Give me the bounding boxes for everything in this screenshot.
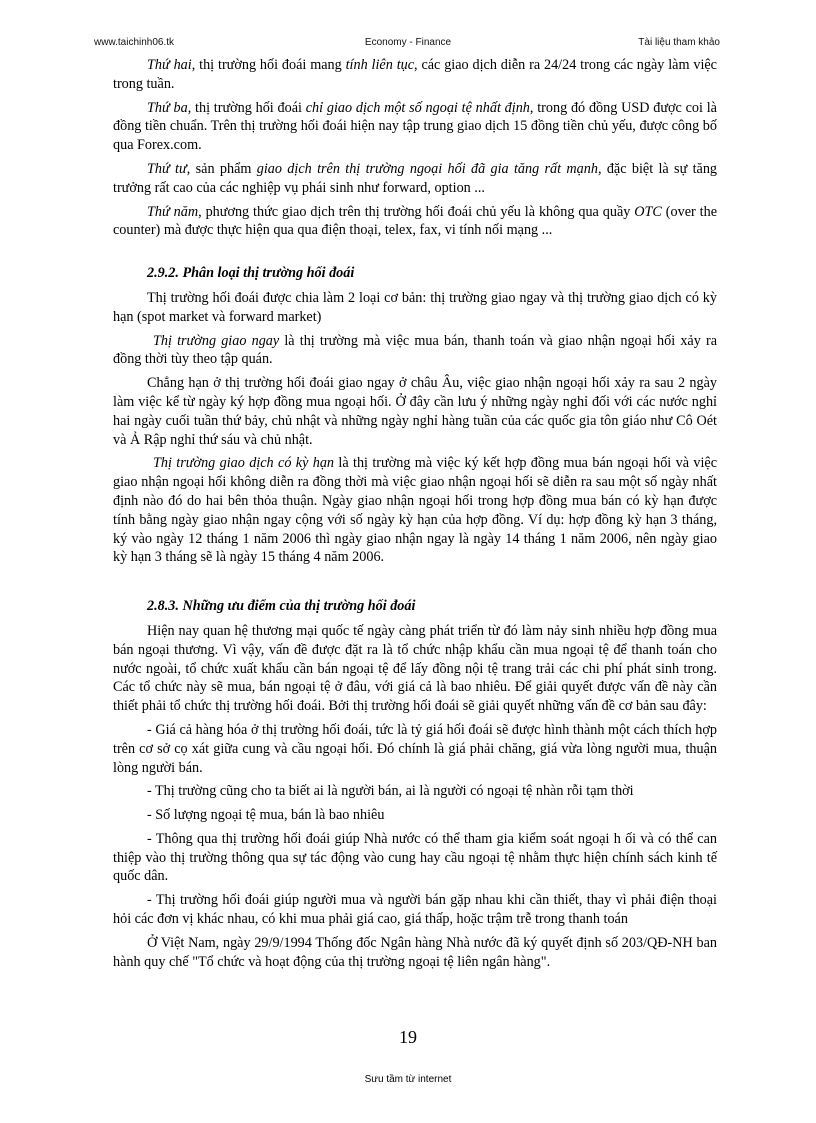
bullet-quantity: - Số lượng ngoại tệ mua, bán là bao nhiêu: [147, 807, 385, 824]
paragraph-classification-intro: Thị trường hối đoái được chia làm 2 loại cơ bản: thị trường giao ngay và thị trường giao dịch có kỳ hạn (spot market và forward market): [113, 289, 717, 325]
paragraph-thu-nam: Thứ năm, phương thức giao dịch trên thị trường hối đoái chủ yếu là không qua quầy OTC (over the counter) mà được thực hiện qua qua điện thoại, telex, fax, vi tính nối mạng ...: [113, 203, 717, 239]
section-heading-classification: 2.9.2. Phân loại thị trường hối đoái: [147, 265, 355, 282]
footer-source: Sưu tầm từ internet: [364, 1074, 452, 1085]
section-heading-advantages: 2.8.3. Những ưu điểm của thị trường hối đoái: [147, 598, 416, 615]
paragraph-spot-market: Thị trường giao ngay là thị trường mà việc mua bán, thanh toán và giao nhận ngoại hối xảy ra đồng thời tùy theo tập quán.: [113, 332, 717, 368]
bullet-sellers: - Thị trường cũng cho ta biết ai là người bán, ai là người có ngoại tệ nhàn rỗi tạm thời: [147, 783, 634, 800]
paragraph-vietnam: Ở Việt Nam, ngày 29/9/1994 Thống đốc Ngân hàng Nhà nước đã ký quyết định số 203/QĐ-NH ban hành quy chế "Tổ chức và hoạt động của thị trường ngoại tệ liên ngân hàng".: [113, 934, 717, 970]
paragraph-thu-tu: Thứ tư, sản phẩm giao dịch trên thị trường ngoại hối đã gia tăng rất mạnh, đặc biệt là sự tăng trưởng rất cao của các nghiệp vụ phái sinh như forward, option ...: [113, 160, 718, 196]
bullet-meeting: - Thị trường hối đoái giúp người mua và người bán gặp nhau khi cần thiết, thay vì phải điện thoại hỏi các đơn vị khác nhau, có khi mua phải giá cao, giá thấp, hoặc trậm trễ trong thanh toán: [113, 892, 717, 928]
header-right: Tài liệu tham khảo: [638, 37, 720, 48]
paragraph-thu-ba: Thứ ba, thị trường hối đoái chỉ giao dịch một số ngoại tệ nhất định, trong đó đồng USD được coi là đồng tiền chuẩn. Trên thị trường hối đoái hiện nay tập trung giao dịch 15 đồng tiền chủ yếu, được công bố qua Forex.com.: [113, 99, 717, 154]
paragraph-forward-market: Thị trường giao dịch có kỳ hạn là thị trường mà việc ký kết hợp đồng mua bán ngoại hối và việc giao nhận ngoại hối không diễn ra đồng thời mà việc giao nhận ngoại hối sẽ diễn ra sau một số ngày nhất định nào đó do hai bên thỏa thuận. Ngày giao nhận ngoại hối trong hợp đồng mua bán có kỳ hạn được tính bằng ngày giao nhận ngay cộng với số ngày kỳ hạn của hợp đồng. Ví dụ: hợp đồng kỳ hạn 3 tháng, ký vào ngày 12 tháng 1 năm 2006 thì ngày giao nhận ngay là ngày 14 tháng 1 năm 2006, nên ngày giao kỳ hạn 3 tháng sẽ là ngày 15 tháng 4 năm 2006.: [113, 455, 717, 566]
bullet-price: - Giá cả hàng hóa ở thị trường hối đoái, tức là tỷ giá hối đoái sẽ được hình thành một cách thích hợp trên cơ sở cọ xát giữa cung và cầu ngoại hối. Đó chính là giá phải chăng, giá vừa lòng người mua, thuận lòng người bán.: [113, 721, 717, 776]
header-website: www.taichinh06.tk: [94, 37, 175, 48]
paragraph-spot-example: Chẳng hạn ở thị trường hối đoái giao ngay ở châu Âu, việc giao nhận ngoại hối xảy ra sau 2 ngày làm việc kể từ ngày ký hợp đồng mua ngoại hối. Ở đây cần lưu ý những ngày nghỉ đối với các nước nghỉ hai ngày cuối tuần thứ bảy, chủ nhật và những ngày nghỉ hàng tuần của các quốc gia tôn giáo như Cô Oét và Ả Rập nghỉ thứ sáu và chủ nhật.: [113, 375, 717, 448]
paragraph-thu-hai: Thứ hai, thị trường hối đoái mang tính liên tục, các giao dịch diễn ra 24/24 trong các ngày làm việc trong tuần.: [113, 57, 717, 92]
header-center: Economy - Finance: [364, 37, 452, 48]
page-content: [113, 56, 717, 976]
page-number: 19: [399, 1027, 417, 1047]
paragraph-advantages-intro: Hiện nay quan hệ thương mại quốc tế ngày càng phát triển từ đó làm nảy sinh nhiều hợp đồng mua bán ngoại thương. Vì vậy, vấn đề được đặt ra là tổ chức nhập khẩu cần mua ngoại tệ để thanh toán cho nước ngoài, tổ chức xuất khẩu cần bán ngoại tệ để lấy đồng nội tệ trang trải các chi phí phát sinh trong. Các tổ chức này sẽ mua, bán ngoại tệ ở đâu, với giá cả là bao nhiêu. Để giải quyết được vấn đề này cần thiết phải tổ chức thị trường hối đoái. Bởi thị trường hối đoái sẽ giải quyết những vấn đề cơ bản sau đây:: [113, 622, 717, 715]
bullet-state-control: - Thông qua thị trường hối đoái giúp Nhà nước có thể tham gia kiểm soát ngoại h ối và có thể can thiệp vào thị trường thông qua sự tác động vào cung hay cầu ngoại tệ nhằm thực hiện chính sách kinh tế quốc dân.: [113, 830, 717, 885]
